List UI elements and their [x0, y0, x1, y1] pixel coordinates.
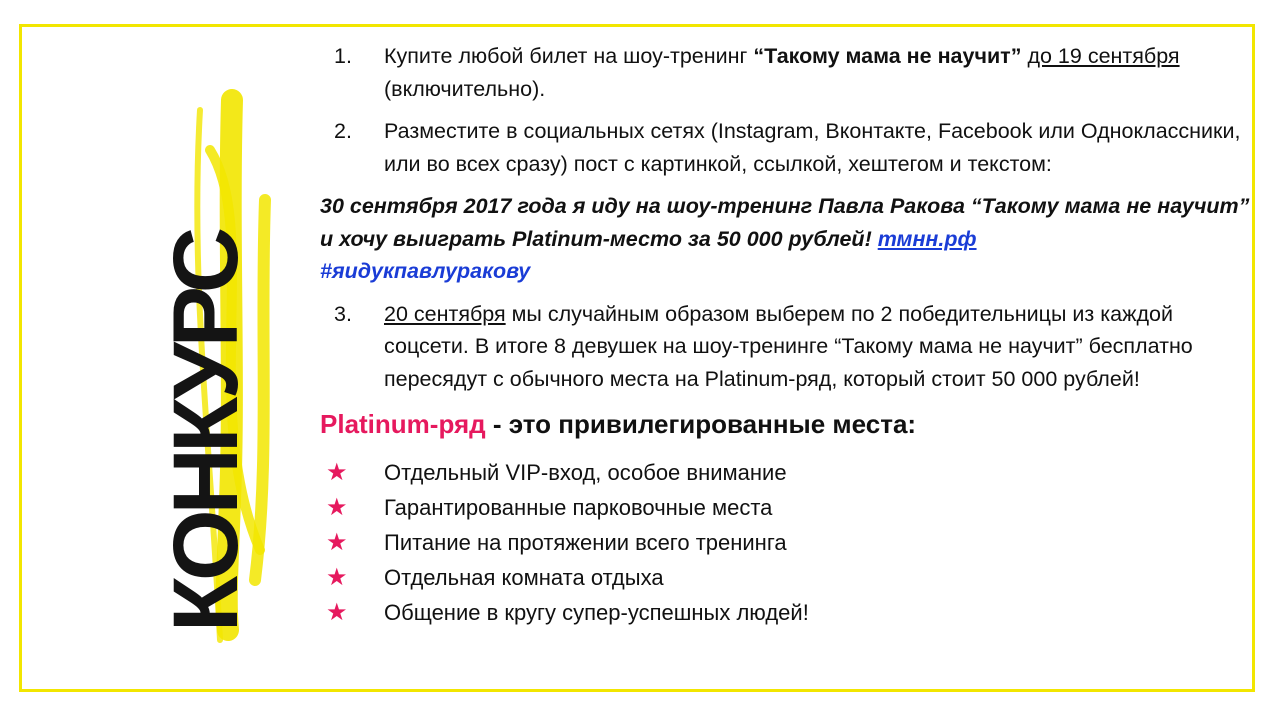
star-icon: ★	[326, 529, 348, 556]
step-number: 2.	[334, 119, 352, 143]
post-text: 30 сентября 2017 года я иду на шоу-тренинг Павла Ракова “Такому мама не научит” и хочу выиграть Platinum-место за 50 000 рублей!	[320, 194, 1250, 251]
step-text: Разместите в социальных сетях (Instagram, Вконтакте, Facebook или Одноклассники, или во всех сразу) пост с картинкой, ссылкой, хештегом и текстом:	[384, 119, 1241, 176]
step-text: мы случайным образом выберем по 2 победительницы из каждой соцсети. В итоге 8 девушек на шоу-тренинге “Такому мама не научит” бесплатно пересядут с обычного места на Platinum-ряд, который стоит 50 000 рублей!	[384, 301, 1193, 391]
step-text: Купите любой билет на шоу-тренинг	[384, 44, 754, 68]
show-title: “Такому мама не научит”	[753, 44, 1022, 68]
list-item: ★ Гарантированные парковочные места	[320, 490, 1260, 525]
step-1: 1. Купите любой билет на шоу-тренинг “Такому мама не научит” до 19 сентября (включительно).	[320, 40, 1260, 105]
draw-date: 20 сентября	[384, 301, 506, 326]
platinum-heading: Platinum-ряд - это привилегированные места:	[320, 409, 917, 439]
hashtag[interactable]: #яидукпавлуракову	[320, 259, 531, 283]
perks-list	[320, 455, 1260, 630]
step-number: 3.	[334, 301, 352, 326]
step-2	[320, 115, 1260, 180]
platinum-highlight: Platinum-ряд	[320, 409, 486, 439]
step-number: 1.	[334, 44, 352, 68]
step-3	[320, 298, 1260, 396]
star-icon: ★	[326, 564, 348, 591]
star-icon: ★	[326, 599, 348, 626]
deadline-date: до 19 сентября	[1027, 44, 1180, 68]
list-item: ★ Отдельный VIP-вход, особое внимание	[320, 455, 1260, 490]
list-item: ★ Питание на протяжении всего тренинга	[320, 525, 1260, 560]
contest-rules	[320, 40, 1260, 630]
list-item: ★ Отдельная комната отдыха	[320, 560, 1260, 595]
star-icon: ★	[326, 494, 348, 521]
contest-title: КОНКУРС	[155, 231, 257, 633]
contest-side-banner	[60, 80, 300, 650]
list-item: ★ Общение в кругу супер-успешных людей!	[320, 595, 1260, 630]
star-icon: ★	[326, 459, 348, 486]
post-template	[320, 190, 1260, 288]
site-link[interactable]: тмнн.рф	[877, 226, 977, 251]
